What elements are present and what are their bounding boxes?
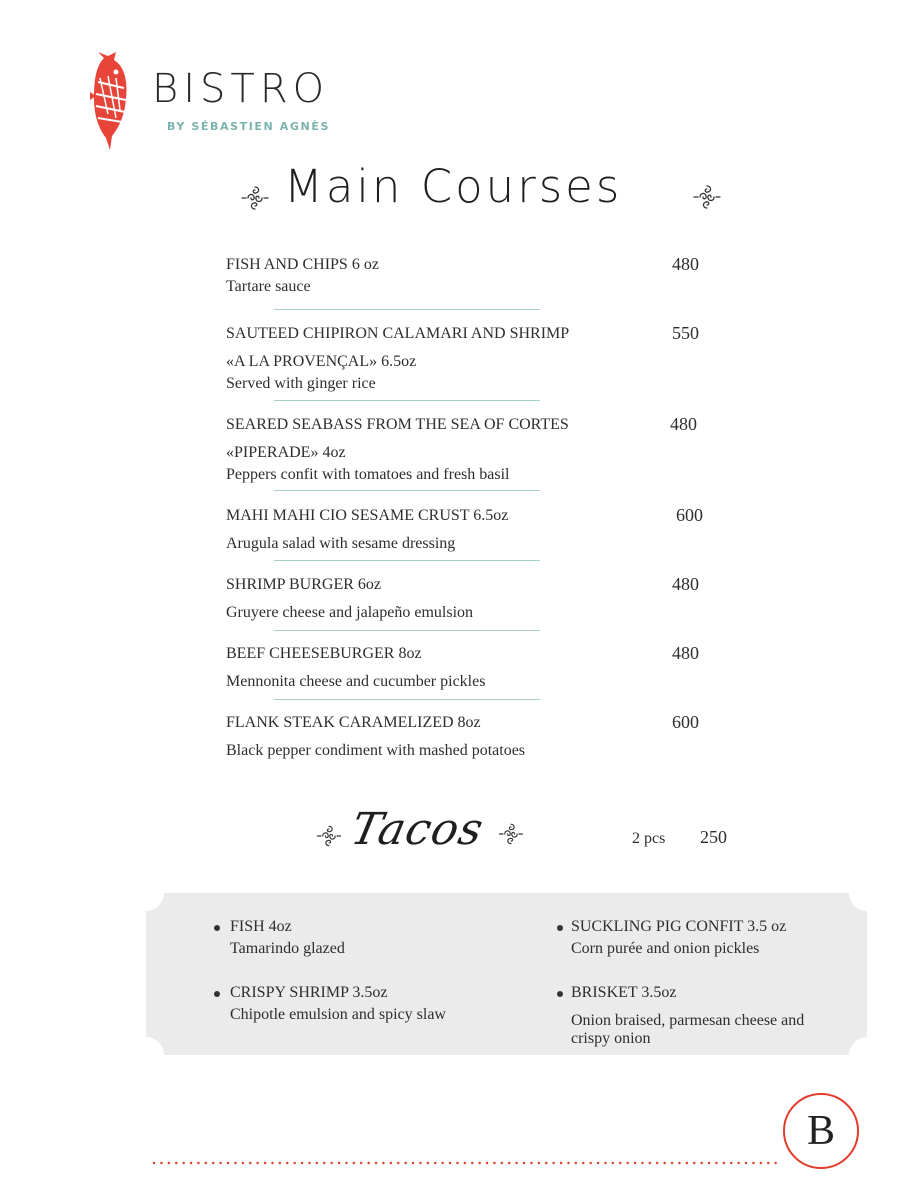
menu-item-name: SAUTEED CHIPIRON CALAMARI AND SHRIMP (226, 325, 570, 342)
item-divider (274, 560, 540, 561)
bullet-icon (557, 925, 563, 931)
menu-item-price: 600 (672, 712, 699, 732)
item-divider (274, 490, 540, 491)
swirl-ornament-left-icon (238, 181, 272, 215)
item-divider (274, 309, 540, 310)
dotted-divider (152, 1160, 780, 1166)
swirl-ornament-left-icon (314, 821, 344, 851)
taco-option-name: SUCKLING PIG CONFIT 3.5 oz (571, 918, 787, 935)
menu-item-name: SEARED SEABASS FROM THE SEA OF CORTES (226, 416, 569, 433)
taco-option-name: FISH 4oz (230, 918, 292, 935)
swirl-ornament-right-icon (496, 819, 526, 849)
menu-item-description: Gruyere cheese and jalapeño emulsion (226, 604, 474, 621)
menu-item-name: FISH AND CHIPS 6 oz (226, 256, 379, 273)
tacos-title: Tacos (346, 804, 489, 855)
section-title: Main Courses (284, 160, 623, 213)
menu-item-name: SHRIMP BURGER 6oz (226, 576, 381, 593)
bullet-icon (214, 925, 220, 931)
taco-option-name: CRISPY SHRIMP 3.5oz (230, 984, 388, 1001)
menu-item-subtitle: «PIPERADE» 4oz (226, 444, 346, 461)
menu-item-name: FLANK STEAK CARAMELIZED 8oz (226, 714, 481, 731)
brand-name: BISTRO (152, 66, 330, 112)
taco-option-description: Corn purée and onion pickles (571, 940, 760, 957)
menu-item-subtitle: «A LA PROVENÇAL» 6.5oz (226, 353, 417, 370)
item-divider (274, 400, 540, 401)
tacos-price: 250 (700, 827, 727, 847)
brand-tagline: BY SÉBASTIEN AGNÈS (167, 120, 330, 133)
menu-item-description: Tartare sauce (226, 278, 311, 295)
menu-item-price: 600 (676, 505, 703, 525)
item-divider (274, 630, 540, 631)
fish-logo-icon (86, 52, 136, 156)
menu-item-name: BEEF CHEESEBURGER 8oz (226, 645, 422, 662)
swirl-ornament-right-icon (690, 180, 724, 214)
menu-item-description: Arugula salad with sesame dressing (226, 535, 456, 552)
taco-option-description: Chipotle emulsion and spicy slaw (230, 1006, 446, 1023)
item-divider (274, 699, 540, 700)
tacos-quantity: 2 pcs (632, 830, 666, 847)
brand-badge: B (783, 1093, 859, 1169)
menu-item-price: 480 (672, 574, 699, 594)
taco-option-description: Tamarindo glazed (230, 940, 345, 957)
bullet-icon (557, 991, 563, 997)
menu-item-price: 480 (672, 254, 699, 274)
taco-option-name: BRISKET 3.5oz (571, 984, 677, 1001)
menu-item-price: 480 (670, 414, 697, 434)
taco-option-description: Onion braised, parmesan cheese and crispy onion (571, 1012, 805, 1047)
menu-item-price: 550 (672, 323, 699, 343)
menu-item-description: Peppers confit with tomatoes and fresh basil (226, 466, 510, 483)
menu-item-description: Mennonita cheese and cucumber pickles (226, 673, 486, 690)
bullet-icon (214, 991, 220, 997)
menu-item-description: Black pepper condiment with mashed potatoes (226, 742, 526, 759)
menu-item-name: MAHI MAHI CIO SESAME CRUST 6.5oz (226, 507, 509, 524)
menu-item-price: 480 (672, 643, 699, 663)
menu-item-description: Served with ginger rice (226, 375, 376, 392)
